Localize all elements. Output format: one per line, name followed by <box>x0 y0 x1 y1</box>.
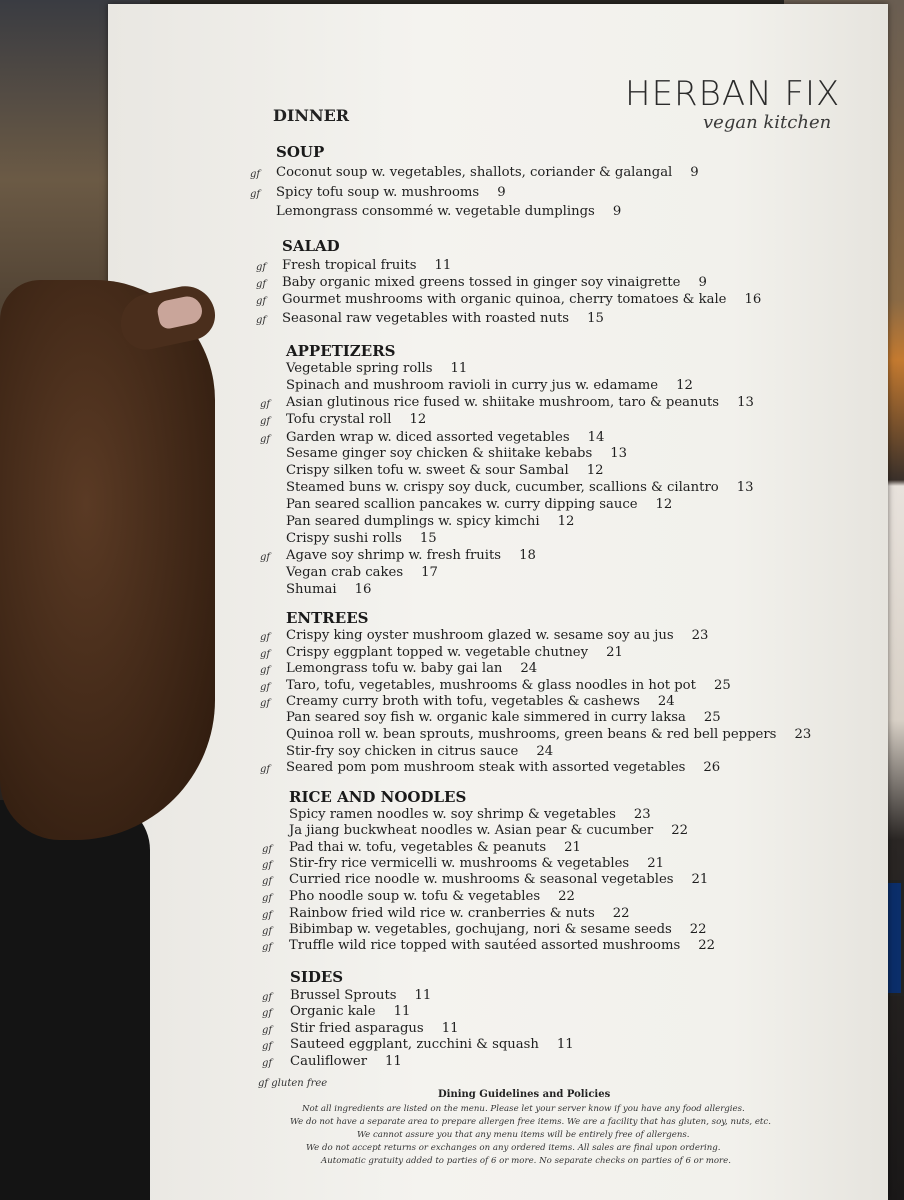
menu-item-name: Seasonal raw vegetables with roasted nuts <box>282 311 570 326</box>
menu-item <box>286 531 437 546</box>
menu-item <box>286 694 675 709</box>
policy-line: Not all ingredients are listed on the menu. Please let your server know if you have any food allergies. <box>302 1104 745 1114</box>
policy-line: Automatic gratuity added to parties of 6 or more. No separate checks on parties of 6 or more. <box>321 1156 731 1166</box>
section-title: SOUP <box>276 143 325 161</box>
menu-item <box>282 275 707 290</box>
gluten-free-mark: gf <box>262 942 273 953</box>
menu-item-name: Organic kale <box>290 1004 376 1019</box>
menu-item <box>289 807 651 822</box>
menu-item-name: Stir-fry rice vermicelli w. mushrooms & vegetables <box>289 856 630 871</box>
menu-item-price: 23 <box>633 807 651 822</box>
menu-item-price: 13 <box>736 480 754 495</box>
menu-item-price: 22 <box>698 938 716 953</box>
menu-item-name: Pan seared soy fish w. organic kale simmered in curry laksa <box>286 710 686 725</box>
menu-item-price: 22 <box>689 922 707 937</box>
gluten-free-mark: gf <box>260 682 271 693</box>
menu-item-price: 12 <box>557 514 575 529</box>
menu-item-name: Pad thai w. tofu, vegetables & peanuts <box>289 840 547 855</box>
policy-title: Dining Guidelines and Policies <box>438 1089 611 1100</box>
menu-item-price: 11 <box>393 1004 411 1019</box>
menu-item <box>276 165 699 180</box>
menu-item-price: 11 <box>414 988 432 1003</box>
menu-item-name: Spicy ramen noodles w. soy shrimp & vegetables <box>289 807 616 822</box>
gluten-free-mark: gf <box>260 698 271 709</box>
menu-item-name: Spicy tofu soup w. mushrooms <box>276 185 480 200</box>
menu-item-price: 9 <box>690 165 699 180</box>
menu-item <box>286 463 604 478</box>
menu-item-price: 15 <box>419 531 437 546</box>
menu-item-price: 24 <box>520 661 538 676</box>
menu-item-price: 11 <box>441 1021 459 1036</box>
hand <box>0 280 215 840</box>
section-title: ENTREES <box>286 609 369 627</box>
menu-item <box>289 872 708 887</box>
menu-item-price: 9 <box>612 204 622 219</box>
menu-item-name: Creamy curry broth with tofu, vegetables & cashews <box>286 694 640 709</box>
menu-item <box>286 497 672 512</box>
menu-item-name: Bibimbap w. vegetables, gochujang, nori & sesame seeds <box>289 922 672 937</box>
menu-item-name: Fresh tropical fruits <box>282 258 417 273</box>
menu-heading: DINNER <box>273 106 350 125</box>
menu-item-name: Crispy eggplant topped w. vegetable chutney <box>286 645 589 660</box>
menu-item-name: Stir-fry soy chicken in citrus sauce <box>286 744 519 759</box>
section-title: SALAD <box>282 237 340 255</box>
gluten-free-mark: gf <box>262 1041 273 1052</box>
menu-item-price: 22 <box>671 823 688 838</box>
menu-item <box>290 1037 574 1052</box>
menu-item <box>286 480 753 495</box>
policy-line: We do not accept returns or exchanges on any ordered items. All sales are final upon ordering. <box>306 1143 721 1153</box>
menu-item-price: 11 <box>434 258 452 273</box>
menu-item <box>282 311 604 326</box>
menu-item-name: Agave soy shrimp w. fresh fruits <box>286 548 502 563</box>
menu-item-price: 23 <box>794 727 812 742</box>
gluten-free-mark: gf <box>262 926 273 937</box>
menu-item-price: 12 <box>586 463 604 478</box>
menu-item-name: Pan seared dumplings w. spicy kimchi <box>286 514 540 529</box>
menu-item-name: Lemongrass consommé w. vegetable dumplings <box>276 204 595 219</box>
gluten-free-mark: gf <box>250 189 261 200</box>
menu-item <box>286 412 426 427</box>
menu-item <box>286 446 627 461</box>
menu-item <box>289 938 715 953</box>
menu-item-price: 15 <box>587 311 604 326</box>
logo-subtitle: vegan kitchen <box>703 112 832 133</box>
menu-item <box>290 1054 402 1069</box>
logo-title: HERBAN FIX <box>625 74 841 114</box>
menu-item-name: Cauliflower <box>290 1054 368 1069</box>
menu-item-price: 9 <box>497 185 506 200</box>
menu-item-price: 12 <box>409 412 427 427</box>
gluten-free-mark: gf <box>250 169 261 180</box>
menu-item-price: 18 <box>519 548 536 563</box>
menu-item-price: 24 <box>657 694 675 709</box>
menu-item <box>286 548 536 563</box>
section-title: RICE AND NOODLES <box>289 788 467 806</box>
menu-item-name: Asian glutinous rice fused w. shiitake mushroom, taro & peanuts <box>286 395 720 410</box>
menu-item-name: Crispy silken tofu w. sweet & sour Sambal <box>286 463 569 478</box>
menu-item-name: Sauteed eggplant, zucchini & squash <box>290 1037 539 1052</box>
menu-item-price: 26 <box>703 760 721 775</box>
policy-line: We do not have a separate area to prepare allergen free items. We are a facility that has gluten, soy, nuts, etc. <box>290 1117 771 1127</box>
menu-item-name: Steamed buns w. crispy soy duck, cucumber, scallions & cilantro <box>286 480 719 495</box>
gluten-free-mark: gf <box>262 844 273 855</box>
menu-item <box>289 889 575 904</box>
menu-item <box>286 395 754 410</box>
menu-item-price: 25 <box>703 710 721 725</box>
section-title: APPETIZERS <box>286 342 396 360</box>
section-title: SIDES <box>290 968 344 986</box>
menu-item <box>286 514 574 529</box>
menu-item-price: 22 <box>558 889 575 904</box>
menu-item-name: Pan seared scallion pancakes w. curry dipping sauce <box>286 497 638 512</box>
menu-item <box>290 988 431 1003</box>
menu-item <box>289 922 707 937</box>
menu-item-price: 21 <box>564 840 581 855</box>
menu-item <box>276 204 621 219</box>
menu-item <box>290 1021 458 1036</box>
gluten-free-mark: gf <box>260 416 271 427</box>
menu-item-price: 11 <box>450 361 468 376</box>
menu-item <box>286 760 720 775</box>
menu-item-name: Shumai <box>286 582 337 597</box>
menu-item <box>286 430 604 445</box>
gluten-free-mark: gf <box>260 552 271 563</box>
gluten-free-mark: gf <box>262 876 273 887</box>
menu-item-price: 13 <box>737 395 754 410</box>
gluten-free-mark: gf <box>262 992 273 1003</box>
gluten-free-mark: gf <box>262 1008 273 1019</box>
menu-item-name: Gourmet mushrooms with organic quinoa, cherry tomatoes & kale <box>282 292 727 307</box>
menu-item <box>276 185 506 200</box>
menu-item-price: 25 <box>713 678 731 693</box>
gluten-free-mark: gf <box>260 399 271 410</box>
gluten-free-mark: gf <box>260 764 271 775</box>
menu-item-name: Seared pom pom mushroom steak with assorted vegetables <box>286 760 686 775</box>
menu-item-price: 14 <box>587 430 605 445</box>
menu-item-price: 9 <box>698 275 707 290</box>
gluten-free-mark: gf <box>256 279 267 290</box>
gluten-free-mark: gf <box>262 1025 273 1036</box>
menu-item-name: Crispy sushi rolls <box>286 531 402 546</box>
menu-item-name: Crispy king oyster mushroom glazed w. sesame soy au jus <box>286 628 674 643</box>
menu-item-price: 21 <box>691 872 709 887</box>
menu-item <box>286 645 623 660</box>
menu-item-name: Vegetable spring rolls <box>286 361 433 376</box>
menu-item-name: Pho noodle soup w. tofu & vegetables <box>289 889 541 904</box>
menu-item-price: 21 <box>647 856 664 871</box>
menu-item <box>290 1004 410 1019</box>
menu-item-name: Taro, tofu, vegetables, mushrooms & glass noodles in hot pot <box>286 678 696 693</box>
menu-item-price: 16 <box>354 582 372 597</box>
menu-item <box>282 258 451 273</box>
menu-item-name: Sesame ginger soy chicken & shiitake kebabs <box>286 446 593 461</box>
menu-item <box>289 823 688 838</box>
menu-item <box>282 292 761 307</box>
menu-item-price: 12 <box>676 378 693 393</box>
gluten-free-mark: gf <box>260 632 271 643</box>
gluten-free-mark: gf <box>260 665 271 676</box>
menu-item-name: Coconut soup w. vegetables, shallots, coriander & galangal <box>276 165 673 180</box>
menu-item <box>289 856 664 871</box>
menu-item-price: 13 <box>610 446 628 461</box>
menu-item <box>286 727 811 742</box>
gluten-free-mark: gf <box>262 1058 273 1069</box>
gluten-free-mark: gf <box>260 434 271 445</box>
menu-item-price: 17 <box>421 565 438 580</box>
gluten-free-mark: gf <box>260 649 271 660</box>
menu-item <box>286 565 438 580</box>
gluten-free-mark: gf <box>262 910 273 921</box>
menu-item-price: 22 <box>612 906 630 921</box>
menu-item-price: 12 <box>655 497 673 512</box>
menu-item-name: Lemongrass tofu w. baby gai lan <box>286 661 503 676</box>
gluten-free-mark: gf <box>262 860 273 871</box>
menu-item-price: 24 <box>536 744 554 759</box>
menu-item-name: Spinach and mushroom ravioli in curry jus w. edamame <box>286 378 659 393</box>
menu-item <box>289 906 630 921</box>
menu-item-price: 11 <box>556 1037 574 1052</box>
menu-item-name: Brussel Sprouts <box>290 988 397 1003</box>
gluten-free-mark: gf <box>262 893 273 904</box>
menu-item <box>286 678 731 693</box>
menu-item-name: Ja jiang buckwheat noodles w. Asian pear & cucumber <box>289 823 654 838</box>
menu-item-name: Truffle wild rice topped with sautéed assorted mushrooms <box>289 938 681 953</box>
menu-item-name: Baby organic mixed greens tossed in ginger soy vinaigrette <box>282 275 681 290</box>
gluten-free-legend: gf gluten free <box>258 1078 328 1089</box>
menu-item <box>286 744 553 759</box>
menu-item-name: Vegan crab cakes <box>286 565 404 580</box>
menu-item <box>286 710 721 725</box>
menu-item-name: Garden wrap w. diced assorted vegetables <box>286 430 570 445</box>
menu-item <box>286 628 708 643</box>
menu-item-name: Stir fried asparagus <box>290 1021 424 1036</box>
gluten-free-mark: gf <box>256 262 267 273</box>
menu-paper <box>108 4 888 1200</box>
menu-item <box>289 840 581 855</box>
gluten-free-mark: gf <box>256 315 267 326</box>
menu-item-price: 23 <box>691 628 709 643</box>
menu-item <box>286 661 537 676</box>
menu-item <box>286 361 467 376</box>
menu-item-name: Quinoa roll w. bean sprouts, mushrooms, green beans & red bell peppers <box>286 727 777 742</box>
gluten-free-mark: gf <box>256 296 267 307</box>
menu-item-price: 21 <box>606 645 623 660</box>
menu-item-price: 16 <box>744 292 762 307</box>
menu-item-name: Rainbow fried wild rice w. cranberries & nuts <box>289 906 595 921</box>
policy-line: We cannot assure you that any menu items will be entirely free of allergens. <box>357 1130 690 1140</box>
menu-item <box>286 582 371 597</box>
menu-item <box>286 378 693 393</box>
menu-item-name: Tofu crystal roll <box>286 412 392 427</box>
menu-item-price: 11 <box>385 1054 402 1069</box>
sleeve <box>0 800 150 1200</box>
menu-item-name: Curried rice noodle w. mushrooms & seasonal vegetables <box>289 872 674 887</box>
